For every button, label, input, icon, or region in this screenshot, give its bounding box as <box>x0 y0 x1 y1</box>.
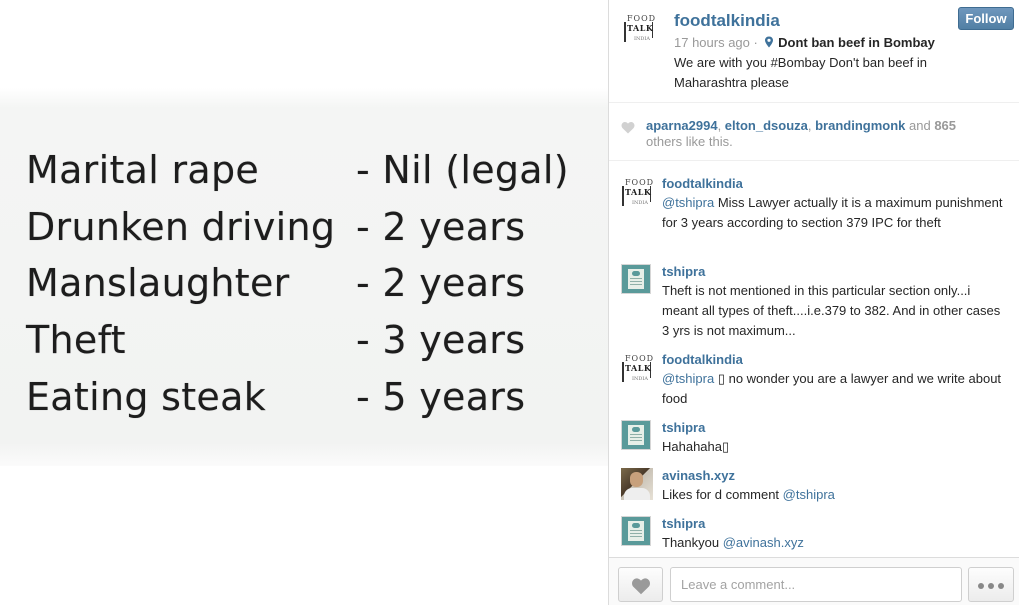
liker-link[interactable]: brandingmonk <box>815 118 906 133</box>
meme-row <box>26 375 606 425</box>
comment-mention[interactable]: @tshipra <box>662 195 715 210</box>
post-header <box>609 0 1019 103</box>
avatar[interactable] <box>621 264 651 294</box>
meme-crime: Theft <box>26 318 126 362</box>
avatar[interactable] <box>621 468 653 500</box>
comment-username[interactable]: tshipra <box>662 420 706 435</box>
post-time[interactable]: 17 hours ago <box>674 35 750 50</box>
comment-mention[interactable]: @avinash.xyz <box>722 535 804 550</box>
avatar[interactable]: FOOD TALK INDIA <box>621 352 653 384</box>
avatar[interactable]: FOOD TALK INDIA <box>623 12 655 44</box>
like-button[interactable] <box>618 567 663 602</box>
meme-crime: Drunken driving <box>26 205 336 249</box>
meme-image <box>0 88 608 466</box>
more-options-button[interactable] <box>968 567 1014 602</box>
avatar[interactable] <box>621 420 651 450</box>
comment-text: Thankyou @avinash.xyz <box>662 535 804 550</box>
meme-sentence: - 5 years <box>356 375 526 419</box>
comment-bar <box>609 557 1019 605</box>
comments-list <box>609 162 1019 557</box>
post-username[interactable]: foodtalkindia <box>674 11 780 30</box>
meme-sentence: - 2 years <box>356 261 526 305</box>
heart-icon <box>621 121 635 134</box>
liker-link[interactable]: aparna2994 <box>646 118 718 133</box>
comment-mention[interactable]: @tshipra <box>662 371 715 386</box>
comment-username[interactable]: foodtalkindia <box>662 352 743 367</box>
post-sidebar <box>608 0 1019 605</box>
likes-count[interactable]: 865 <box>934 118 957 133</box>
avatar[interactable]: FOOD TALK INDIA <box>621 176 653 208</box>
comment-username[interactable]: avinash.xyz <box>662 468 735 483</box>
map-pin-icon <box>764 36 774 48</box>
comment-text: @tshipra ▯ no wonder you are a lawyer and we write about food <box>662 371 1002 406</box>
comment-username[interactable]: tshipra <box>662 264 706 279</box>
meme-crime: Eating steak <box>26 375 267 419</box>
comment-text: Theft is not mentioned in this particular section only...i meant all types of theft....i.e.379 to 382. And in other cases 3 yrs is not maximum... <box>662 283 1001 338</box>
avatar[interactable] <box>621 516 651 546</box>
meme-crime: Marital rape <box>26 148 260 192</box>
comment-username[interactable]: tshipra <box>662 516 706 531</box>
meme-row <box>26 205 606 255</box>
liker-link[interactable]: elton_dsouza <box>724 118 808 133</box>
likes-text: aparna2994, elton_dsouza, brandingmonk and 865 others like this. <box>646 118 957 149</box>
ellipsis-icon <box>978 583 984 589</box>
comment-mention[interactable]: @tshipra <box>782 487 835 502</box>
comment-text: Hahahaha▯ <box>662 439 730 454</box>
meme-crime: Manslaughter <box>26 261 290 305</box>
post-caption: We are with you #Bombay Don't ban beef in Maharashtra please <box>674 55 927 90</box>
comment-text: @tshipra Miss Lawyer actually it is a maximum punishment for 3 years according to section 379 IPC for theft <box>662 195 1003 230</box>
comment-input[interactable] <box>670 567 962 602</box>
meme-sentence: - 3 years <box>356 318 526 362</box>
meme-sentence: - 2 years <box>356 205 526 249</box>
meme-row <box>26 318 606 368</box>
meme-row <box>26 148 606 198</box>
meme-sentence: - Nil (legal) <box>356 148 569 192</box>
likes-section <box>609 103 1019 161</box>
comment-text: Likes for d comment @tshipra <box>662 487 835 502</box>
meme-row <box>26 261 606 311</box>
comment-username[interactable]: foodtalkindia <box>662 176 743 191</box>
post-meta: 17 hours ago · Dont ban beef in Bombay <box>674 35 935 50</box>
follow-button[interactable]: Follow <box>958 7 1014 30</box>
post-location[interactable]: Dont ban beef in Bombay <box>778 35 935 50</box>
heart-icon <box>631 577 651 595</box>
